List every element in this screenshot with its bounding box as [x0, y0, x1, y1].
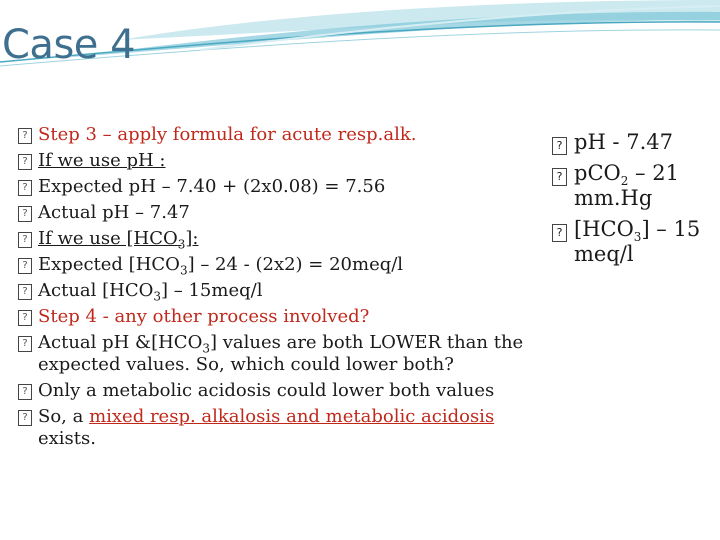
list-item	[18, 176, 538, 198]
list-item	[18, 228, 538, 250]
item-text-post: – 21 mm.Hg	[574, 161, 679, 210]
bullet-icon	[18, 254, 38, 276]
item-text: Only a metabolic acidosis could lower both values	[38, 380, 495, 401]
item-text-pre: Actual [HCO	[38, 280, 154, 301]
item-text-post: ] – 15meq/l	[161, 280, 263, 301]
item-text-pre: If we use [HCO	[38, 228, 178, 249]
bullet-icon	[18, 332, 38, 354]
item-text-sub: 3	[153, 289, 162, 304]
item-text	[38, 228, 538, 250]
list-item	[18, 332, 538, 376]
bullet-icon	[18, 202, 38, 224]
item-text	[574, 161, 720, 211]
list-item	[18, 202, 538, 224]
item-text: If we use pH :	[38, 150, 166, 171]
item-text-sub: 3	[179, 263, 188, 278]
item-text: pH - 7.47	[574, 130, 673, 154]
bullet-icon	[18, 406, 38, 428]
list-item	[18, 280, 538, 302]
item-text: Actual pH – 7.47	[38, 202, 190, 223]
item-text-post: ]:	[185, 228, 199, 249]
list-item	[18, 254, 538, 276]
item-text	[38, 406, 538, 450]
item-text-sub: 2	[620, 174, 629, 189]
bullet-icon	[18, 150, 38, 172]
item-text	[38, 332, 538, 376]
bullet-icon	[18, 124, 38, 146]
bullet-icon	[552, 161, 574, 186]
slide-title: Case 4	[2, 22, 136, 68]
list-item	[18, 150, 538, 172]
left-bullet-list	[18, 124, 538, 454]
item-text-post: ] values are both LOWER than the expected values. So, which could lower both?	[38, 332, 524, 375]
list-item	[18, 124, 538, 146]
item-text-post: ] – 24 - (2x2) = 20meq/l	[187, 254, 404, 275]
item-text-pre: Expected [HCO	[38, 254, 180, 275]
bullet-icon	[552, 217, 574, 242]
item-text-pre: pCO	[574, 161, 621, 185]
bullet-icon	[18, 228, 38, 250]
list-item	[552, 217, 720, 267]
bullet-icon	[18, 380, 38, 402]
list-item	[18, 406, 538, 450]
right-bullet-list	[552, 130, 720, 273]
item-text	[574, 217, 720, 267]
bullet-icon	[18, 280, 38, 302]
item-text-post: exists.	[38, 428, 96, 449]
item-text-post: ] – 15 meq/l	[574, 217, 701, 266]
list-item	[18, 380, 538, 402]
list-item	[552, 130, 720, 155]
item-text-sub: 3	[633, 230, 642, 245]
list-item	[18, 306, 538, 328]
item-text	[38, 254, 538, 276]
item-text-sub: 3	[202, 341, 210, 356]
bullet-icon	[18, 306, 38, 328]
highlight-text: mixed resp. alkalosis and metabolic acidosis	[89, 406, 495, 427]
bullet-icon	[552, 130, 574, 155]
item-text: Expected pH – 7.40 + (2x0.08) = 7.56	[38, 176, 386, 197]
item-text-pre: [HCO	[574, 217, 634, 241]
list-item	[552, 161, 720, 211]
item-text-pre: Actual pH &[HCO	[38, 332, 203, 353]
bullet-icon	[18, 176, 38, 198]
item-text	[38, 280, 538, 302]
item-text: Step 4 - any other process involved?	[38, 306, 370, 327]
item-text-pre: So, a	[38, 406, 90, 427]
item-text: Step 3 – apply formula for acute resp.alk.	[38, 124, 417, 145]
item-text-sub: 3	[177, 237, 186, 252]
